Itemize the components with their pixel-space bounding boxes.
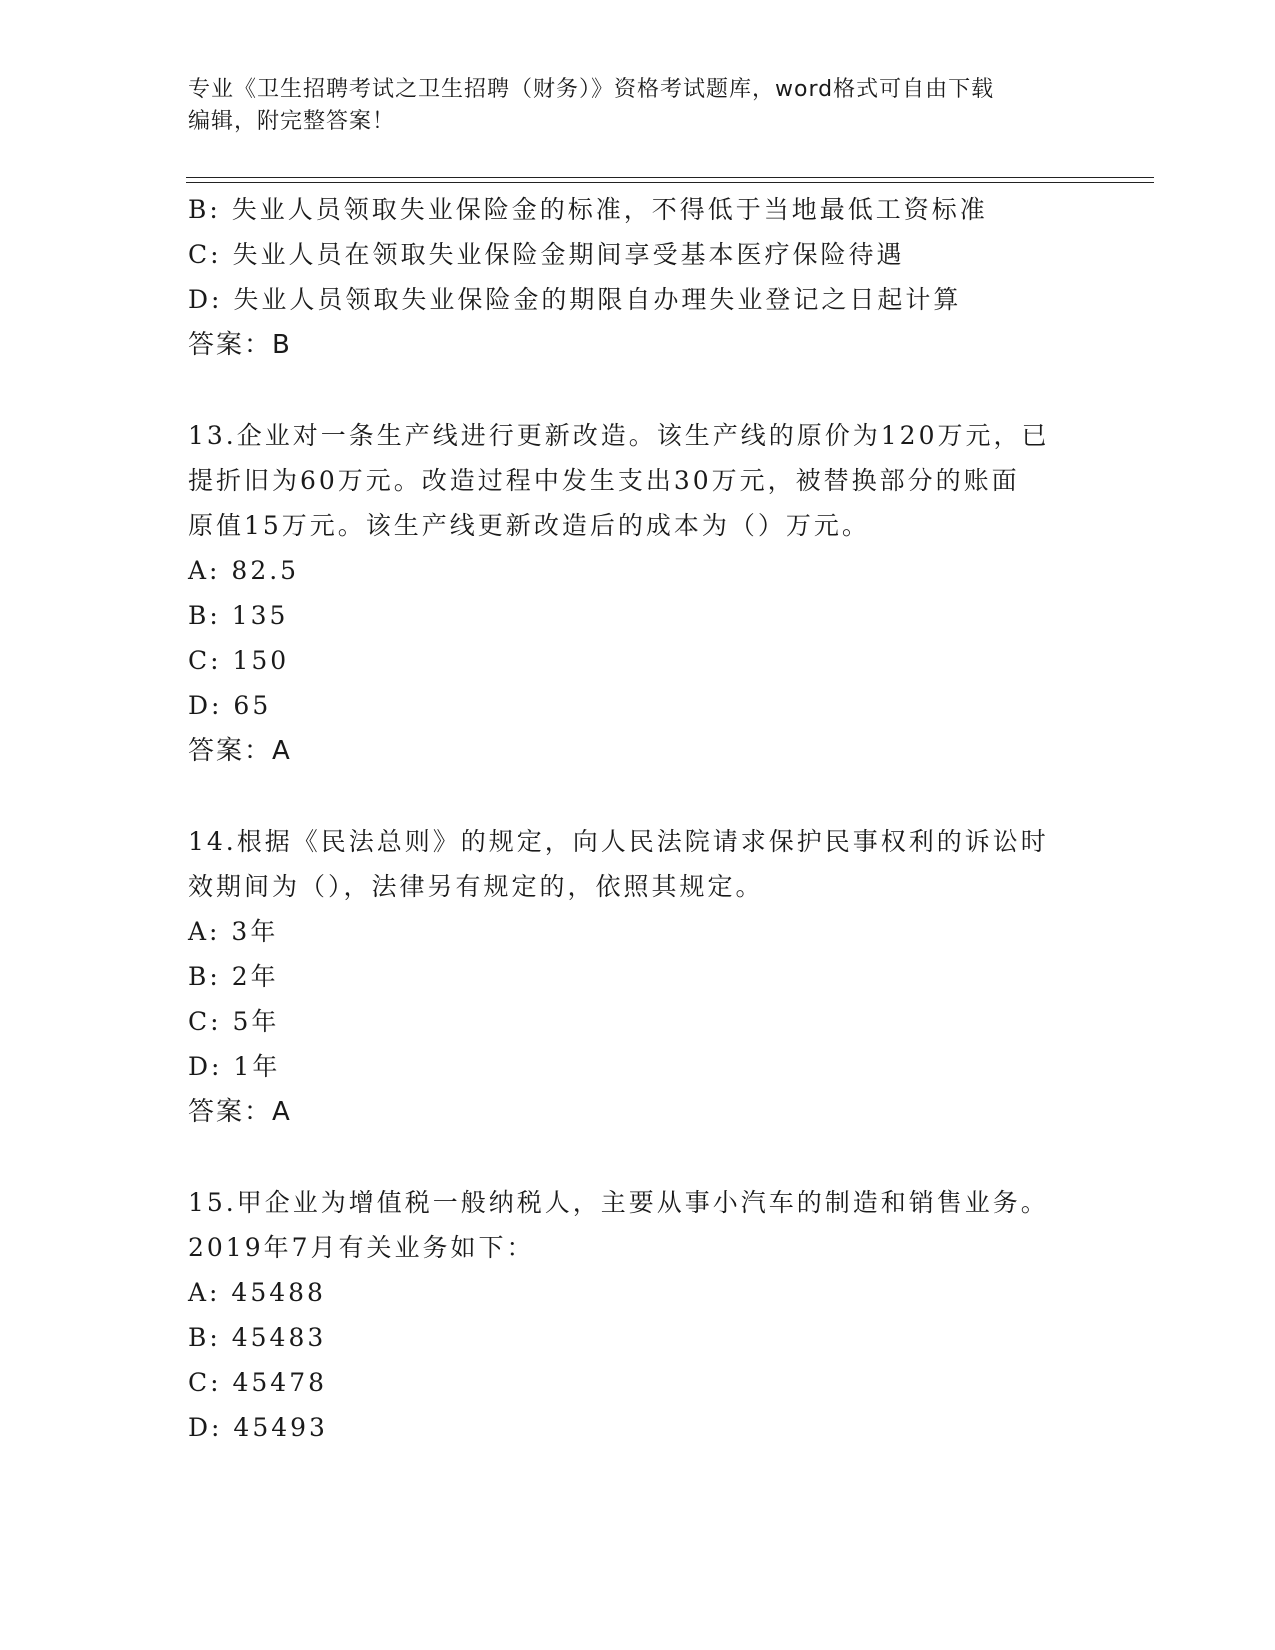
q15-stem-line-2: 2019年7月有关业务如下： (188, 1233, 535, 1262)
q15-option-c: C: 45478 (188, 1368, 328, 1397)
header-divider-top (186, 177, 1154, 178)
q15-stem-line-1: 15.甲企业为增值税一般纳税人，主要从事小汽车的制造和销售业务。 (188, 1188, 1049, 1217)
header-line-2: 编辑，附完整答案！ (188, 109, 396, 134)
q15-option-a: A: 45488 (188, 1278, 326, 1307)
q13-stem-line-1: 13.企业对一条生产线进行更新改造。该生产线的原价为120万元，已 (188, 421, 1050, 450)
document-header (188, 74, 1088, 138)
q13-answer: 答案：A (188, 736, 292, 766)
header-divider-bottom (186, 182, 1154, 183)
header-line-1: 专业《卫生招聘考试之卫生招聘（财务）》资格考试题库，word格式可自由下载 (188, 77, 995, 102)
q14-answer: 答案：A (188, 1097, 292, 1127)
q12-answer: 答案：B (188, 330, 292, 360)
q13-option-a: A: 82.5 (188, 556, 300, 585)
q14-option-c: C: 5年 (188, 1007, 280, 1036)
q15-option-d: D: 45493 (188, 1413, 328, 1442)
q13-stem-line-3: 原值15万元。该生产线更新改造后的成本为（）万元。 (188, 511, 870, 540)
q13-option-d: D: 65 (188, 691, 272, 720)
q12-option-b: B: 失业人员领取失业保险金的标准，不得低于当地最低工资标准 (188, 195, 988, 224)
q14-option-b: B: 2年 (188, 962, 279, 991)
q12-option-d: D: 失业人员领取失业保险金的期限自办理失业登记之日起计算 (188, 285, 962, 314)
q14-option-d: D: 1年 (188, 1052, 281, 1081)
q14-stem-line-2: 效期间为（），法律另有规定的，依照其规定。 (188, 872, 764, 901)
q13-stem-line-2: 提折旧为60万元。改造过程中发生支出30万元，被替换部分的账面 (188, 466, 1020, 495)
q13-option-b: B: 135 (188, 601, 289, 630)
q12-option-c: C: 失业人员在领取失业保险金期间享受基本医疗保险待遇 (188, 240, 905, 269)
q14-option-a: A: 3年 (188, 917, 279, 946)
q13-option-c: C: 150 (188, 646, 290, 675)
q14-stem-line-1: 14.根据《民法总则》的规定，向人民法院请求保护民事权利的诉讼时 (188, 827, 1049, 856)
q15-option-b: B: 45483 (188, 1323, 327, 1352)
